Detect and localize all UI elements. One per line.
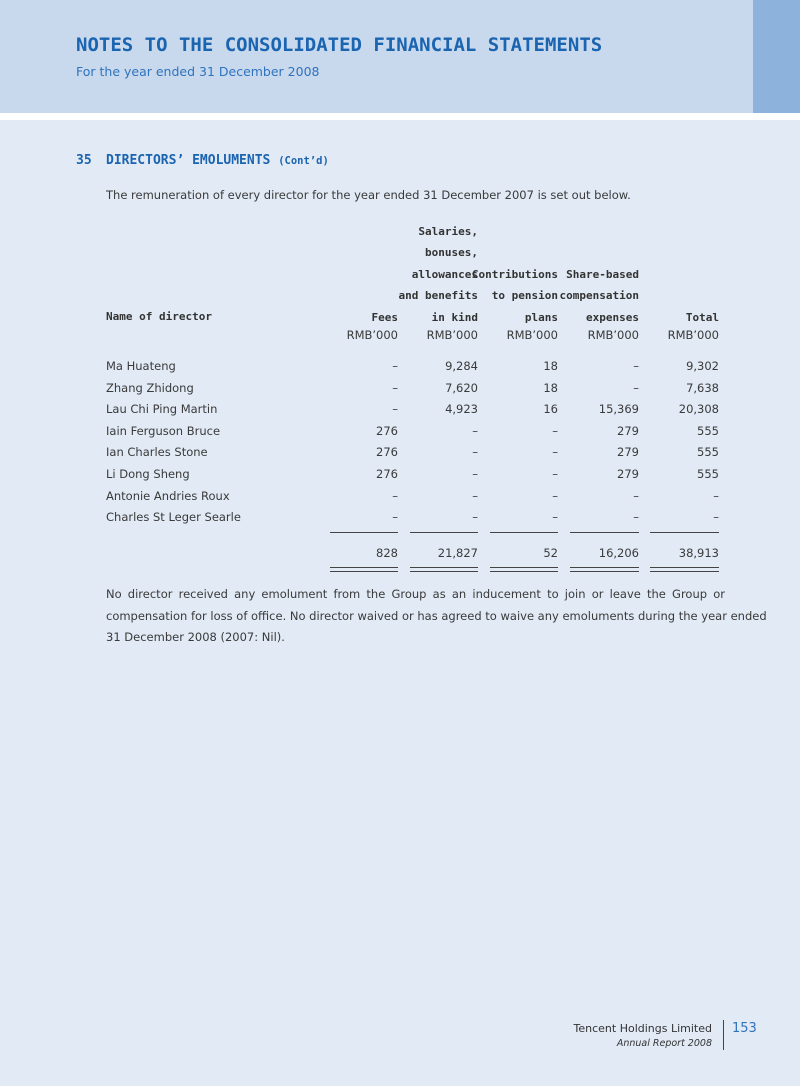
table-row bbox=[0, 489, 800, 511]
total-double-rule bbox=[650, 571, 719, 572]
table-cell: – bbox=[633, 380, 639, 395]
table-cell: – bbox=[552, 467, 558, 481]
total-cell: 52 bbox=[543, 546, 558, 560]
table-row bbox=[0, 424, 800, 446]
total-double-rule bbox=[410, 571, 478, 572]
table-cell: – bbox=[552, 510, 558, 525]
subtotal-rule bbox=[490, 532, 558, 533]
total-double-rule bbox=[330, 571, 398, 572]
table-cell: 276 bbox=[376, 423, 398, 438]
table-row bbox=[0, 381, 800, 403]
table-cell: 555 bbox=[697, 445, 719, 460]
table-cell: 279 bbox=[617, 445, 639, 460]
column-header-line: to pension bbox=[491, 289, 558, 302]
total-cell: 38,913 bbox=[678, 546, 719, 560]
subtotal-rule bbox=[650, 532, 719, 533]
table-cell: – bbox=[472, 467, 478, 481]
total-cell: 16,206 bbox=[598, 546, 639, 560]
total-double-rule bbox=[330, 567, 398, 568]
table-row bbox=[0, 359, 800, 381]
header-tab bbox=[753, 0, 800, 113]
director-name: Antonie Andries Roux bbox=[106, 488, 230, 503]
section-heading bbox=[106, 153, 329, 168]
table-row bbox=[0, 467, 800, 489]
table-cell: 18 bbox=[543, 380, 558, 395]
column-header-line: Contributions bbox=[471, 267, 558, 281]
footer-divider bbox=[723, 1020, 724, 1050]
column-header-line: in kind bbox=[431, 310, 478, 324]
paragraph-line: No director received any emolument from the Group as an inducement to join or leave the Group or bbox=[106, 587, 725, 601]
table-cell: – bbox=[472, 510, 478, 525]
column-unit: RMB’000 bbox=[346, 328, 398, 342]
footer-report: Annual Report 2008 bbox=[616, 1038, 712, 1049]
total-double-rule bbox=[570, 567, 639, 568]
column-header-line: and benefits bbox=[398, 289, 478, 302]
table-cell: 7,638 bbox=[686, 380, 719, 395]
table-cell: – bbox=[713, 510, 719, 525]
total-cell: 21,827 bbox=[437, 546, 478, 560]
footer-company: Tencent Holdings Limited bbox=[573, 1022, 712, 1035]
column-header-line: plans bbox=[524, 310, 558, 324]
table-cell: – bbox=[392, 510, 398, 525]
table-cell: 9,302 bbox=[686, 359, 719, 373]
table-cell: 279 bbox=[617, 423, 639, 438]
closing-paragraph bbox=[106, 584, 767, 649]
total-double-rule bbox=[490, 567, 558, 568]
column-unit: RMB’000 bbox=[587, 328, 639, 342]
section-number: 35 bbox=[76, 153, 92, 168]
director-name: Zhang Zhidong bbox=[106, 380, 194, 395]
totals-row bbox=[0, 546, 800, 568]
table-cell: – bbox=[633, 488, 639, 503]
table-row bbox=[0, 445, 800, 467]
intro-text: The remuneration of every director for the year ended 31 December 2007 is set out below. bbox=[106, 188, 631, 202]
table-row bbox=[0, 402, 800, 424]
table-cell: 555 bbox=[697, 423, 719, 438]
header-band bbox=[0, 0, 753, 113]
director-name: Ma Huateng bbox=[106, 359, 176, 373]
total-double-rule bbox=[490, 571, 558, 572]
column-header-line: Total bbox=[685, 310, 719, 324]
column-header-line: allowances bbox=[411, 267, 478, 281]
page-subtitle: For the year ended 31 December 2008 bbox=[76, 64, 320, 79]
table-cell: 555 bbox=[697, 467, 719, 481]
total-double-rule bbox=[650, 567, 719, 568]
table-cell: – bbox=[472, 445, 478, 460]
table-cell: 15,369 bbox=[598, 402, 639, 417]
column-header-line: Salaries, bbox=[418, 224, 478, 238]
table-cell: – bbox=[552, 488, 558, 503]
director-name: Iain Ferguson Bruce bbox=[106, 423, 221, 438]
table-cell: 7,620 bbox=[445, 380, 478, 395]
table-cell: 276 bbox=[376, 445, 398, 460]
table-cell: 4,923 bbox=[445, 402, 478, 417]
header-rule bbox=[0, 113, 800, 120]
table-cell: – bbox=[392, 488, 398, 503]
table-cell: – bbox=[472, 423, 478, 438]
paragraph-line: 31 December 2008 (2007: Nil). bbox=[106, 630, 285, 644]
table-cell: – bbox=[392, 402, 398, 417]
table-cell: 276 bbox=[376, 467, 398, 481]
director-name: Charles St Leger Searle bbox=[106, 510, 241, 525]
column-header-line: Fees bbox=[371, 310, 398, 324]
director-name: Li Dong Sheng bbox=[106, 467, 190, 481]
column-header-line: compensation bbox=[559, 289, 639, 302]
column-header-line: bonuses, bbox=[425, 246, 478, 259]
column-header-line: expenses bbox=[586, 310, 639, 324]
name-column-header: Name of director bbox=[106, 310, 212, 323]
page-title: NOTES TO THE CONSOLIDATED FINANCIAL STATEMENTS bbox=[76, 34, 603, 56]
total-double-rule bbox=[410, 567, 478, 568]
director-name: Ian Charles Stone bbox=[106, 445, 208, 460]
director-name: Lau Chi Ping Martin bbox=[106, 402, 218, 417]
table-cell: 18 bbox=[543, 359, 558, 373]
column-unit: RMB’000 bbox=[426, 328, 478, 342]
paragraph-line: compensation for loss of office. No director waived or has agreed to waive any emoluments during the year ended bbox=[106, 608, 767, 623]
table-cell: 9,284 bbox=[445, 359, 478, 373]
total-double-rule bbox=[570, 571, 639, 572]
table-cell: – bbox=[633, 510, 639, 525]
column-unit: RMB’000 bbox=[506, 328, 558, 342]
table-cell: – bbox=[552, 423, 558, 438]
subtotal-rule bbox=[570, 532, 639, 533]
table-cell: 16 bbox=[543, 402, 558, 417]
section-title: DIRECTORS’ EMOLUMENTS bbox=[106, 153, 271, 168]
column-header-line: Share-based bbox=[566, 267, 639, 281]
table-cell: – bbox=[472, 488, 478, 503]
subtotal-rule bbox=[330, 532, 398, 533]
table-cell: 279 bbox=[617, 467, 639, 481]
section-contd: (Cont’d) bbox=[278, 155, 329, 167]
table-cell: – bbox=[713, 488, 719, 503]
table-row bbox=[0, 510, 800, 532]
table-cell: – bbox=[633, 359, 639, 373]
table-cell: – bbox=[392, 380, 398, 395]
total-cell: 828 bbox=[376, 546, 398, 560]
subtotal-rule bbox=[410, 532, 478, 533]
column-unit: RMB’000 bbox=[667, 328, 719, 342]
column-header bbox=[579, 220, 719, 328]
table-cell: – bbox=[552, 445, 558, 460]
page-number: 153 bbox=[732, 1021, 757, 1036]
table-cell: 20,308 bbox=[678, 402, 719, 417]
table-cell: – bbox=[392, 359, 398, 373]
